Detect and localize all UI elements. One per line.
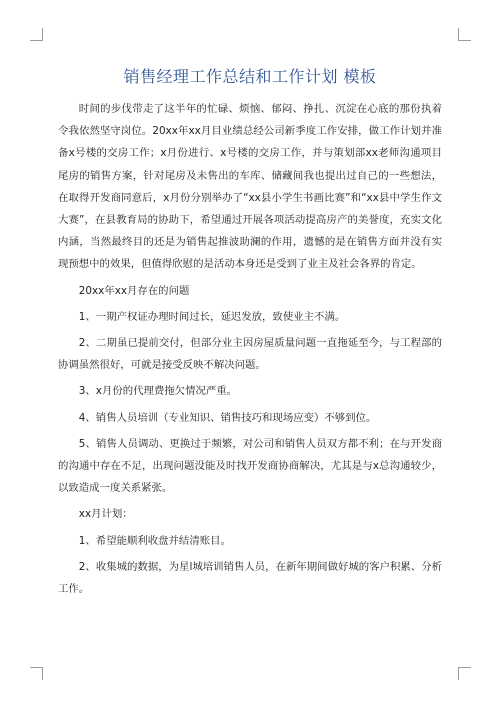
- paragraph-problems-heading: 20xx年xx月存在的问题: [78, 284, 190, 297]
- paragraph-problem-5: 5、销售人员调动、更换过于频繁，对公司和销售人员双方都不利；在与开发商的沟通中存在不足，出现问题没能及时找开发商协商解决，尤其是与x总沟通较少，以致造成一度关系紧张。: [58, 437, 442, 495]
- paragraph-plan-heading: xx月计划：: [78, 508, 133, 521]
- crop-mark-bottom-right: [458, 667, 471, 680]
- paragraph-problem-3: 3、x月份的代理费拖欠情况严重。: [78, 385, 238, 398]
- crop-mark-top-right: [458, 28, 471, 41]
- document-body: [58, 98, 442, 600]
- crop-mark-top-left: [30, 28, 43, 41]
- paragraph-problem-2: 2、二期虽已提前交付，但部分业主因房屋质量问题一直拖延至今，与工程部的协调虽然很好，可就是接受反映不解决问题。: [58, 337, 442, 372]
- paragraph-plan-1: 1、希望能顺利收盘并结清账目。: [78, 534, 231, 547]
- paragraph-problem-1: 1、一期产权证办理时间过长，延迟发放，致使业主不满。: [78, 310, 346, 323]
- paragraph-plan-2: 2、收集城的数据，为星l城培训销售人员，在新年期间做好城的客户积累、分析工作。: [58, 560, 442, 596]
- paragraph-intro: 时间的步伐带走了这半年的忙碌、烦恼、郁闷、挣扎、沉淀在心底的那份执着令我依然坚守岗位。20xx年xx月目业绩总经公司新季度工作安排，做工作计划并准备x号楼的交房工作；x月份进行、x号楼的交房工作，并与策划部xx老师沟通项目尾房的销售方案，针对尾房及未售出的车库、储藏间我也提出过自己的一些想法，在取得开发商同意后，x月份分别举办了“xx县小学生书画比赛”和“xx县中学生作文大赛”，在县教育局的协助下，希望通过开展各项活动提高房产的美誉度，充实文化内涵，当然最终目的还是为销售起推波助澜的作用，遗憾的是在销售方面并没有实现预想中的效果，但值得欣慰的是活动本身还是受到了业主及社会各界的肯定。: [58, 103, 442, 271]
- document-title: 销售经理工作总结和工作计划 模板: [123, 67, 377, 86]
- paragraph-problem-4: 4、销售人员培训（专业知识、销售技巧和现场应变）不够到位。: [78, 411, 377, 424]
- crop-mark-bottom-left: [30, 667, 43, 680]
